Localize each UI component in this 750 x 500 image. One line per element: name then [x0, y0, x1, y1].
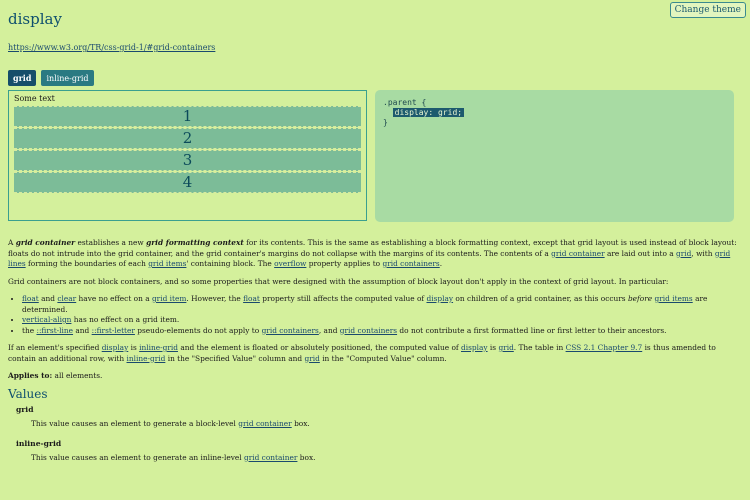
grid-item-3: 3: [14, 150, 361, 171]
link-css21-chapter[interactable]: CSS 2.1 Chapter 9.7: [565, 343, 643, 352]
link-grid-container[interactable]: grid container: [243, 452, 298, 462]
link-grid-item[interactable]: grid item: [151, 294, 187, 303]
values-heading: Values: [8, 386, 48, 401]
link-display[interactable]: display: [461, 343, 488, 352]
value-desc-grid: This value causes an element to generate a block-level grid container box.: [31, 418, 310, 428]
tab-grid[interactable]: grid: [8, 70, 36, 86]
link-display[interactable]: display: [101, 343, 129, 352]
list-item: • float and clear have no effect on a grid item. However, the float property still affects the computed value of display on children of a grid container, as this occurs before grid items are determined.: [22, 294, 742, 315]
applies-to-value: all elements.: [52, 371, 103, 380]
value-tabs: [8, 70, 94, 86]
link-grid[interactable]: grid: [304, 353, 320, 363]
values-list: [8, 405, 742, 463]
link-grid-containers[interactable]: grid containers: [382, 259, 440, 268]
link-grid-lines[interactable]: grid lines: [8, 248, 731, 268]
applies-to-label: Applies to:: [8, 371, 53, 380]
applies-to: [8, 371, 742, 382]
code-declaration: display: grid;: [394, 108, 463, 117]
value-term-inline-grid: inline-grid: [16, 439, 62, 448]
link-vertical-align[interactable]: vertical-align: [22, 315, 72, 324]
list-item: • vertical-align has no effect on a grid item.: [22, 315, 742, 326]
spec-content: [8, 238, 742, 473]
link-inline-grid[interactable]: inline-grid: [139, 343, 178, 352]
link-grid-container[interactable]: grid container: [238, 418, 292, 428]
paragraph-floated-inline-grid: If an element's specified display is inline-grid and the element is floated or absolutely positioned, the computed value of display is grid. The table in CSS 2.1 Chapter 9.7 is thus amended to contain an additional row, with inline-grid in the "Specified Value" column and grid in the "Computed Value" column.: [8, 343, 716, 363]
change-theme-button[interactable]: Change theme: [670, 2, 746, 18]
spec-link[interactable]: https://www.w3.org/TR/css-grid-1/#grid-containers: [8, 43, 216, 52]
link-float[interactable]: float: [22, 294, 39, 303]
link-first-letter[interactable]: ::first-letter: [91, 325, 135, 335]
link-clear[interactable]: clear: [57, 294, 77, 303]
term-grid-container: grid container: [15, 238, 76, 247]
code-selector: .parent {: [383, 98, 427, 107]
link-display[interactable]: display: [426, 294, 454, 303]
page-title: display: [8, 10, 62, 28]
link-grid[interactable]: grid: [498, 343, 514, 352]
link-grid-items[interactable]: grid items: [654, 294, 693, 303]
code-close-brace: }: [383, 118, 388, 127]
link-overflow[interactable]: overflow: [274, 259, 307, 268]
demo-some-text: Some text: [14, 94, 55, 103]
paragraph-grid-container: A grid container establishes a new grid formatting context for its contents. This is the same as establishing a block formatting context, except that grid layout is used instead of block layout: floats do not intrude into the grid container, and the grid container's margins do not collapse with the margins of its contents. The contents of a grid container are laid out into a grid, with grid lines forming the boundaries of each grid items' containing block. The overflow property applies to grid containers.: [8, 238, 737, 268]
value-desc-inline-grid: This value causes an element to generate an inline-level grid container box.: [31, 452, 316, 462]
list-item: • the ::first-line and ::first-letter pseudo-elements do not apply to grid containers, and grid containers do not contribute a first formatted line or first letter to their ancestors.: [22, 326, 742, 337]
code-declaration-line: [383, 108, 726, 118]
link-grid-containers[interactable]: grid containers: [339, 325, 398, 335]
term-grid-formatting-context: grid formatting context: [146, 238, 244, 247]
exceptions-list: [8, 294, 742, 336]
demo-preview: [8, 90, 367, 221]
grid-item-4: 4: [14, 172, 361, 193]
grid-item-1: 1: [14, 106, 361, 127]
value-term-grid: grid: [16, 405, 34, 414]
link-grid-items[interactable]: grid items: [148, 259, 187, 268]
link-first-line[interactable]: ::first-line: [36, 325, 74, 335]
link-grid-containers[interactable]: grid containers: [261, 325, 319, 335]
paragraph-not-block-containers: Grid containers are not block containers, and so some properties that were designed with the assumption of block layout don't apply in the context of grid layout. In particular:: [8, 276, 669, 286]
grid-item-2: 2: [14, 128, 361, 149]
link-float[interactable]: float: [243, 294, 260, 303]
link-grid-container[interactable]: grid container: [551, 248, 605, 258]
tab-inline-grid[interactable]: inline-grid: [41, 70, 93, 86]
link-inline-grid[interactable]: inline-grid: [126, 353, 166, 363]
link-grid[interactable]: grid: [676, 248, 692, 258]
code-panel: [375, 90, 734, 222]
